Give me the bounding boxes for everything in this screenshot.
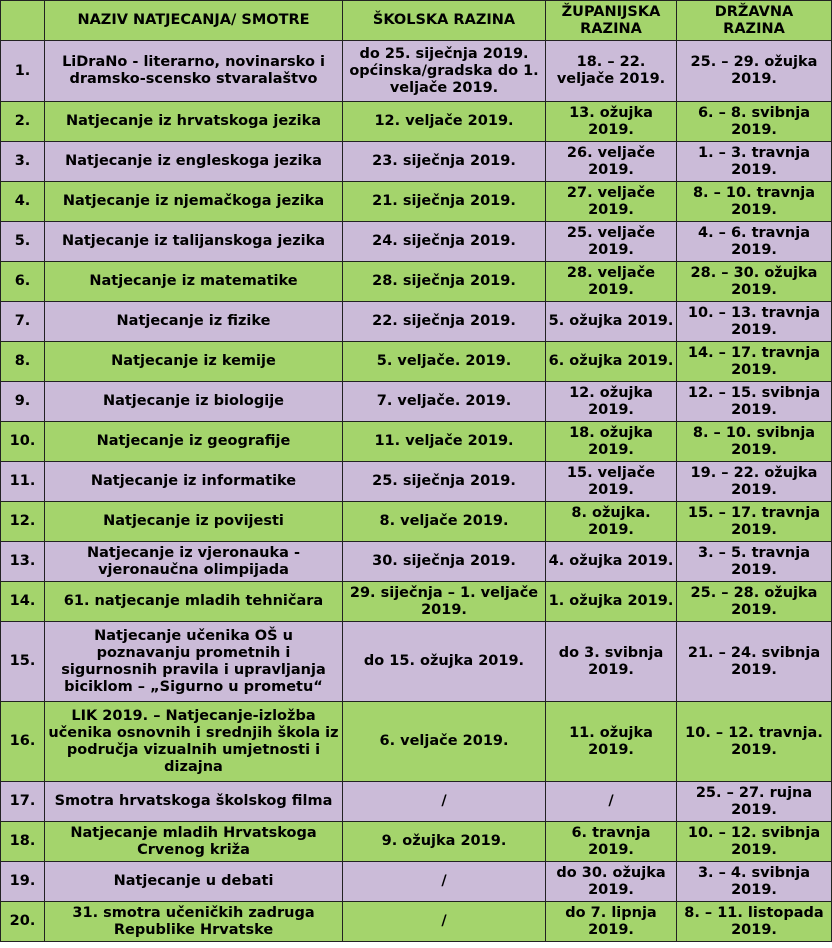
table-row <box>1 822 832 862</box>
state-level-date: 10. – 12. svibnja 2019. <box>677 822 832 862</box>
table-row <box>1 702 832 782</box>
school-level-date: 28. siječnja 2019. <box>343 262 546 302</box>
state-level-date: 19. – 22. ožujka 2019. <box>677 462 832 502</box>
row-number: 18. <box>1 822 45 862</box>
header-num <box>1 1 45 41</box>
school-level-date: 22. siječnja 2019. <box>343 302 546 342</box>
county-level-date: 26. veljače 2019. <box>546 142 677 182</box>
state-level-date: 10. – 13. travnja 2019. <box>677 302 832 342</box>
competition-name: Natjecanje iz matematike <box>45 262 343 302</box>
competition-name: Natjecanje iz geografije <box>45 422 343 462</box>
competition-name: Natjecanje iz njemačkoga jezika <box>45 182 343 222</box>
row-number: 6. <box>1 262 45 302</box>
state-level-date: 1. – 3. travnja 2019. <box>677 142 832 182</box>
state-level-date: 4. – 6. travnja 2019. <box>677 222 832 262</box>
state-level-date: 6. – 8. svibnja 2019. <box>677 102 832 142</box>
school-level-date: 25. siječnja 2019. <box>343 462 546 502</box>
row-number: 11. <box>1 462 45 502</box>
competition-name: 31. smotra učeničkih zadruga Republike Hrvatske <box>45 902 343 942</box>
competition-name: LiDraNo - literarno, novinarsko i dramsko-scensko stvaralaštvo <box>45 41 343 102</box>
competition-name: Natjecanje iz engleskoga jezika <box>45 142 343 182</box>
state-level-date: 3. – 5. travnja 2019. <box>677 542 832 582</box>
competition-name: Natjecanje mladih Hrvatskoga Crvenog križa <box>45 822 343 862</box>
county-level-date: 12. ožujka 2019. <box>546 382 677 422</box>
school-level-date: 6. veljače 2019. <box>343 702 546 782</box>
header-state: DRŽAVNA RAZINA <box>677 1 832 41</box>
row-number: 4. <box>1 182 45 222</box>
county-level-date: / <box>546 782 677 822</box>
county-level-date: 15. veljače 2019. <box>546 462 677 502</box>
school-level-date: do 25. siječnja 2019. općinska/gradska do 1. veljače 2019. <box>343 41 546 102</box>
school-level-date: do 15. ožujka 2019. <box>343 622 546 702</box>
row-number: 5. <box>1 222 45 262</box>
row-number: 3. <box>1 142 45 182</box>
competition-name: Natjecanje iz biologije <box>45 382 343 422</box>
table-row <box>1 342 832 382</box>
row-number: 19. <box>1 862 45 902</box>
row-number: 12. <box>1 502 45 542</box>
county-level-date: 13. ožujka 2019. <box>546 102 677 142</box>
row-number: 20. <box>1 902 45 942</box>
school-level-date: 24. siječnja 2019. <box>343 222 546 262</box>
row-number: 16. <box>1 702 45 782</box>
school-level-date: 30. siječnja 2019. <box>343 542 546 582</box>
competition-name: Natjecanje iz vjeronauka - vjeronaučna olimpijada <box>45 542 343 582</box>
row-number: 17. <box>1 782 45 822</box>
school-level-date: 29. siječnja – 1. veljače 2019. <box>343 582 546 622</box>
table-row <box>1 622 832 702</box>
header-name: NAZIV NATJECANJA/ SMOTRE <box>45 1 343 41</box>
competition-name: Smotra hrvatskoga školskog filma <box>45 782 343 822</box>
state-level-date: 25. – 29. ožujka 2019. <box>677 41 832 102</box>
competition-name: Natjecanje iz kemije <box>45 342 343 382</box>
table-row <box>1 382 832 422</box>
competition-name: Natjecanje iz povijesti <box>45 502 343 542</box>
state-level-date: 10. – 12. travnja. 2019. <box>677 702 832 782</box>
table-row <box>1 222 832 262</box>
state-level-date: 25. – 28. ožujka 2019. <box>677 582 832 622</box>
school-level-date: 23. siječnja 2019. <box>343 142 546 182</box>
state-level-date: 25. – 27. rujna 2019. <box>677 782 832 822</box>
county-level-date: do 7. lipnja 2019. <box>546 902 677 942</box>
school-level-date: / <box>343 902 546 942</box>
competition-name: Natjecanje u debati <box>45 862 343 902</box>
school-level-date: 12. veljače 2019. <box>343 102 546 142</box>
row-number: 7. <box>1 302 45 342</box>
state-level-date: 21. – 24. svibnja 2019. <box>677 622 832 702</box>
competition-name: Natjecanje iz talijanskoga jezika <box>45 222 343 262</box>
table-row <box>1 182 832 222</box>
county-level-date: 18. – 22. veljače 2019. <box>546 41 677 102</box>
table-row <box>1 41 832 102</box>
county-level-date: 6. ožujka 2019. <box>546 342 677 382</box>
row-number: 9. <box>1 382 45 422</box>
row-number: 15. <box>1 622 45 702</box>
county-level-date: 25. veljače 2019. <box>546 222 677 262</box>
competition-name: Natjecanje iz fizike <box>45 302 343 342</box>
row-number: 10. <box>1 422 45 462</box>
state-level-date: 8. – 11. listopada 2019. <box>677 902 832 942</box>
school-level-date: / <box>343 862 546 902</box>
school-level-date: 21. siječnja 2019. <box>343 182 546 222</box>
table-row <box>1 542 832 582</box>
school-level-date: 11. veljače 2019. <box>343 422 546 462</box>
county-level-date: 5. ožujka 2019. <box>546 302 677 342</box>
state-level-date: 14. – 17. travnja 2019. <box>677 342 832 382</box>
table-row <box>1 422 832 462</box>
county-level-date: 28. veljače 2019. <box>546 262 677 302</box>
header-row <box>1 1 832 41</box>
table-row <box>1 582 832 622</box>
table-row <box>1 862 832 902</box>
county-level-date: 1. ožujka 2019. <box>546 582 677 622</box>
state-level-date: 28. – 30. ožujka 2019. <box>677 262 832 302</box>
county-level-date: 27. veljače 2019. <box>546 182 677 222</box>
school-level-date: / <box>343 782 546 822</box>
header-county: ŽUPANIJSKA RAZINA <box>546 1 677 41</box>
county-level-date: 18. ožujka 2019. <box>546 422 677 462</box>
state-level-date: 15. – 17. travnja 2019. <box>677 502 832 542</box>
county-level-date: 8. ožujka. 2019. <box>546 502 677 542</box>
school-level-date: 7. veljače. 2019. <box>343 382 546 422</box>
county-level-date: do 3. svibnja 2019. <box>546 622 677 702</box>
school-level-date: 5. veljače. 2019. <box>343 342 546 382</box>
county-level-date: 11. ožujka 2019. <box>546 702 677 782</box>
table-row <box>1 142 832 182</box>
state-level-date: 8. – 10. svibnja 2019. <box>677 422 832 462</box>
competition-name: Natjecanje iz informatike <box>45 462 343 502</box>
table-row <box>1 902 832 942</box>
competition-name: Natjecanje učenika OŠ u poznavanju prometnih i sigurnosnih pravila i upravljanja biciklom – „Sigurno u prometu“ <box>45 622 343 702</box>
row-number: 8. <box>1 342 45 382</box>
row-number: 14. <box>1 582 45 622</box>
table-row <box>1 102 832 142</box>
state-level-date: 8. – 10. travnja 2019. <box>677 182 832 222</box>
state-level-date: 3. – 4. svibnja 2019. <box>677 862 832 902</box>
row-number: 1. <box>1 41 45 102</box>
table-row <box>1 262 832 302</box>
county-level-date: 6. travnja 2019. <box>546 822 677 862</box>
table-row <box>1 502 832 542</box>
header-school: ŠKOLSKA RAZINA <box>343 1 546 41</box>
table-row <box>1 302 832 342</box>
table-row <box>1 782 832 822</box>
row-number: 13. <box>1 542 45 582</box>
table-row <box>1 462 832 502</box>
competition-name: Natjecanje iz hrvatskoga jezika <box>45 102 343 142</box>
competition-name: 61. natjecanje mladih tehničara <box>45 582 343 622</box>
school-level-date: 8. veljače 2019. <box>343 502 546 542</box>
state-level-date: 12. – 15. svibnja 2019. <box>677 382 832 422</box>
school-level-date: 9. ožujka 2019. <box>343 822 546 862</box>
row-number: 2. <box>1 102 45 142</box>
county-level-date: 4. ožujka 2019. <box>546 542 677 582</box>
competition-name: LIK 2019. – Natjecanje-izložba učenika osnovnih i srednjih škola iz područja vizualnih umjetnosti i dizajna <box>45 702 343 782</box>
county-level-date: do 30. ožujka 2019. <box>546 862 677 902</box>
